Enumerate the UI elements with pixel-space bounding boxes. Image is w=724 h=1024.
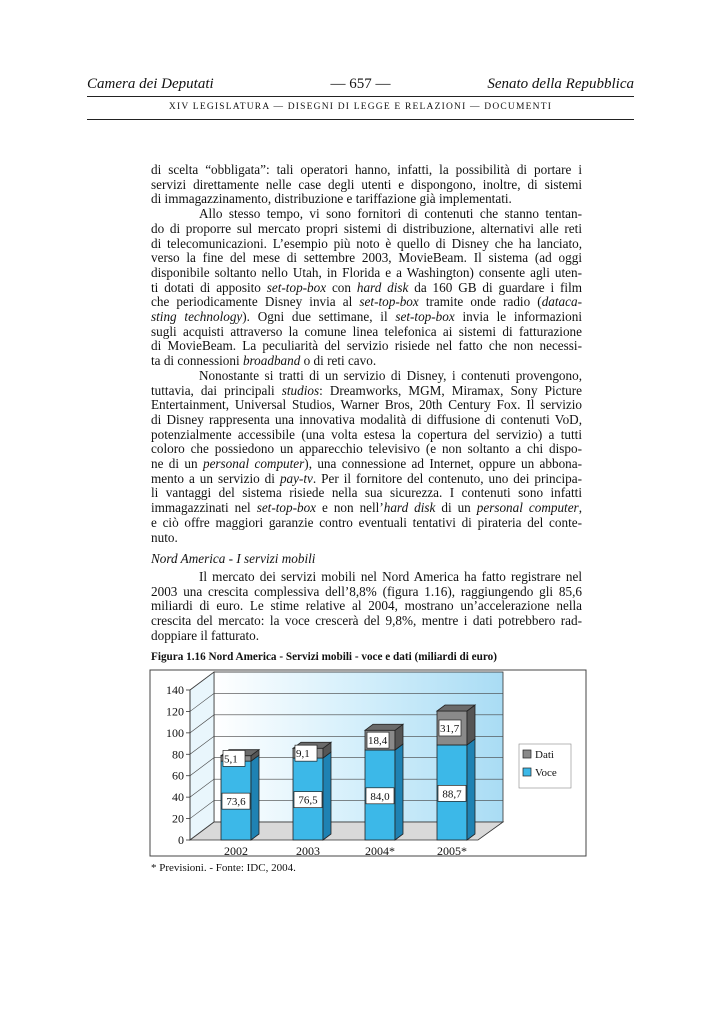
text-line: e ciò offre maggiori garanzie contro eventuali tentativi di pirateria del conte- (151, 514, 582, 530)
chart-svg (148, 668, 588, 860)
bar-chart (148, 668, 588, 865)
text-line: tuttavia, dai principali studios: Dreamworks, MGM, Miramax, Sony Picture (151, 382, 582, 398)
paragraph-2 (151, 207, 582, 369)
y-tick-label: 100 (166, 725, 184, 740)
x-tick-label: 2004* (365, 844, 395, 858)
data-label-dati: 5,1 (224, 753, 238, 766)
section-title: Nord America - I servizi mobili (151, 551, 316, 566)
legend-label: Dati (535, 749, 554, 761)
bar-voce-side (467, 739, 475, 840)
text-line: disponibile soltanto nello Utah, in Florida e a Washington) consente agli uten- (151, 264, 582, 280)
text-line: mento a un servizio di pay-tv. Per il fornitore del contenuto, uno dei principa- (151, 470, 582, 486)
paragraph-3 (151, 369, 582, 545)
x-tick-label: 2005* (437, 844, 467, 858)
bar-voce-side (395, 744, 403, 840)
text-line: ta di connessioni broadband o di reti cavo. (151, 353, 377, 369)
text-line: potenzialmente accessibile (una volta estesa la copertura del servizio) a tutti (151, 426, 582, 442)
text-line: coloro che possiedono un apparecchio televisivo (e non soltanto a chi dispo- (151, 441, 582, 457)
paragraph-1 (151, 163, 582, 207)
text-line: che periodicamente Disney invia al set-top-box tramite onde radio (dataca- (151, 294, 582, 310)
figure-footnote: * Previsioni. - Fonte: IDC, 2004. (151, 862, 296, 874)
text-line: di telecomunicazioni. L’esempio più noto è quello di Disney che ha lanciato, (151, 235, 582, 251)
text-line: verso la fine del mese di settembre 2003, MovieBeam. Il sistema (ad oggi (151, 250, 582, 266)
bar-voce-side (251, 755, 259, 840)
text-line: doppiare il fatturato. (151, 627, 260, 643)
header-rule-bottom (87, 119, 634, 120)
text-line: Allo stesso tempo, vi sono fornitori di contenuti che stanno tentan- (199, 206, 582, 222)
y-tick-label: 60 (172, 768, 184, 783)
text-line: immagazzinati nel set-top-box e non nell’hard disk di un personal computer, (151, 500, 582, 516)
chart-side-wall (190, 672, 214, 840)
y-tick-label: 80 (172, 747, 184, 762)
legend-swatch (523, 768, 531, 776)
data-label-voce: 88,7 (442, 788, 462, 801)
y-tick-label: 40 (172, 790, 184, 805)
y-tick-label: 20 (172, 811, 184, 826)
y-tick-label: 120 (166, 704, 184, 719)
page-header (87, 76, 634, 96)
text-line: servizi direttamente nelle case degli utenti e dispongono, inoltre, di sistemi (151, 176, 582, 192)
text-line: di scelta “obbligata”: tali operatori hanno, infatti, la possibilità di portare i (151, 162, 582, 177)
text-line: 2003 una crescita complessiva dell’8,8% (figura 1.16), raggiungendo gli 85,6 (151, 583, 582, 599)
text-line: miliardi di euro. Le stime relative al 2004, mostrano un’accelerazione nella (151, 598, 582, 614)
text-line: ti dotati di apposito set-top-box con hard disk da 160 GB di guardare i film (151, 279, 582, 295)
page-number: — 657 — (330, 76, 391, 92)
data-label-dati: 18,4 (368, 735, 388, 748)
bar-dati-side (467, 705, 475, 745)
text-line: li vantaggi del sistema risiede nella sua sicurezza. I contenuti sono infatti (151, 485, 582, 501)
text-line: sting technology). Ogni due settimane, il set-top-box invia le informazioni (151, 309, 582, 325)
x-tick-label: 2003 (296, 844, 320, 858)
text-line: di MovieBeam. La peculiarità del servizio risiede nel fatto che non necessi- (151, 338, 582, 354)
legend-label: Voce (535, 767, 557, 779)
x-tick-label: 2002 (224, 844, 248, 858)
data-label-voce: 73,6 (226, 796, 246, 809)
text-line: Il mercato dei servizi mobili nel Nord America ha fatto registrare nel (199, 569, 582, 584)
y-tick-label: 0 (178, 833, 184, 847)
text-line: Nonostante si tratti di un servizio di Disney, i contenuti provengono, (199, 367, 582, 383)
header-rule-top (87, 96, 634, 97)
data-label-dati: 31,7 (440, 722, 460, 735)
text-line: di Disney rappresenta una innovativa modalità di diffusione di contenuti VoD, (151, 411, 582, 427)
text-line: nuto. (151, 529, 178, 545)
data-label-voce: 76,5 (298, 794, 318, 807)
text-line: ne di un personal computer), una connessione ad Internet, oppure un abbona- (151, 456, 582, 472)
data-label-voce: 84,0 (370, 790, 390, 803)
legend-swatch (523, 750, 531, 758)
header-right: Senato della Repubblica (487, 76, 634, 92)
y-tick-label: 140 (166, 683, 184, 697)
data-label-dati: 9,1 (296, 748, 310, 761)
body-text (151, 163, 582, 545)
header-subtitle: XIV LEGISLATURA — DISEGNI DI LEGGE E RELAZIONI — DOCUMENTI (168, 102, 553, 112)
text-line: sugli acquisti attraverso la comune linea telefonica ai sistemi di fatturazione (151, 323, 582, 339)
text-line: Entertainment, Universal Studios, Warner Bros, 20th Century Fox. Il servizio (151, 397, 582, 413)
text-line: do di proporre sul mercato propri sistemi di distribuzione, alternativi alle reti (151, 220, 582, 236)
figure-caption: Figura 1.16 Nord America - Servizi mobili - voce e dati (miliardi di euro) (151, 651, 497, 663)
text-line: di immagazzinamento, distribuzione e tariffazione già implementati. (151, 191, 512, 207)
paragraph-4 (151, 570, 582, 644)
header-left: Camera dei Deputati (87, 76, 214, 92)
bar-voce-side (323, 752, 331, 840)
text-line: crescita del mercato: la voce crescerà del 9,8%, mentre i dati potrebbero rad- (151, 613, 582, 629)
